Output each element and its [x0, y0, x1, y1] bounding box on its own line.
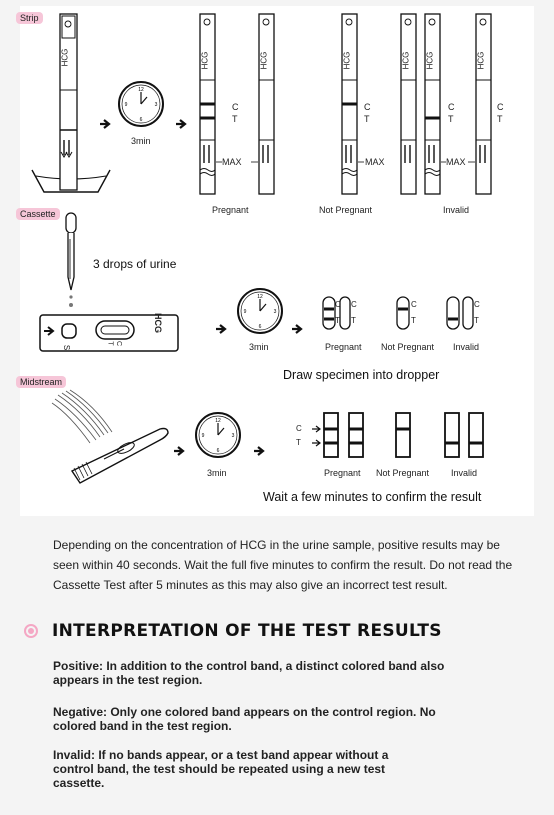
strip-result-not-pregnant: Not Pregnant [319, 205, 373, 215]
strip-max-label: MAX [365, 157, 385, 167]
interpretation-positive: Positive: In addition to the control band, a distinct colored band also appears in the test region. [53, 659, 445, 687]
midstream-c-label: C [296, 424, 302, 433]
strip-hcg-label: HCG [259, 51, 269, 70]
strip-band-t: T [448, 114, 454, 124]
cassette-hcg-label: HCG [153, 313, 163, 333]
section-tag-strip: Strip [16, 12, 43, 24]
cassette-window-c: C [351, 300, 357, 309]
strip-illustration [0, 0, 554, 215]
svg-text:9: 9 [243, 309, 247, 315]
svg-text:3: 3 [231, 433, 235, 439]
interpretation-invalid: Invalid: If no bands appear, or a test band appear without a control band, the test should be repeated using a new test cassette. [53, 748, 389, 790]
strip-timer-label: 3min [131, 136, 151, 146]
midstream-result-pregnant: Pregnant [324, 468, 361, 478]
svg-text:3: 3 [154, 102, 158, 108]
svg-text:9: 9 [124, 102, 128, 108]
cassette-c-label: C [115, 340, 123, 347]
interpretation-heading-row [24, 620, 442, 642]
strip-hcg-label: HCG [401, 51, 411, 70]
midstream-result-not-pregnant: Not Pregnant [376, 468, 430, 478]
midstream-t-label: T [296, 438, 301, 447]
svg-text:9: 9 [201, 433, 205, 439]
strip-band-c: C [232, 102, 239, 112]
cassette-window-t: T [474, 316, 479, 325]
strip-hcg-label: HCG [60, 48, 70, 67]
strip-band-c: C [448, 102, 455, 112]
strip-band-t: T [497, 114, 503, 124]
strip-band-t: T [232, 114, 238, 124]
midstream-result-invalid: Invalid [451, 468, 478, 478]
svg-text:12: 12 [138, 87, 144, 93]
cassette-window-c: C [335, 300, 341, 309]
cassette-window-c: C [474, 300, 480, 309]
circle-bullet-icon [24, 624, 38, 638]
strip-max-label: MAX [446, 157, 466, 167]
section-tag-cassette: Cassette [16, 208, 60, 220]
section-tag-midstream: Midstream [16, 376, 66, 388]
interpretation-heading: INTERPRETATION OF THE TEST RESULTS [52, 621, 442, 641]
strip-result-pregnant: Pregnant [212, 205, 249, 215]
strip-hcg-label: HCG [200, 51, 210, 70]
cassette-result-not-pregnant: Not Pregnant [381, 342, 435, 352]
midstream-timer-label: 3min [207, 468, 227, 478]
strip-hcg-label: HCG [425, 51, 435, 70]
svg-text:6: 6 [258, 324, 262, 330]
midstream-illustration [0, 385, 554, 505]
cassette-caption: Draw specimen into dropper [283, 368, 440, 382]
cassette-result-pregnant: Pregnant [325, 342, 362, 352]
midstream-caption: Wait a few minutes to confirm the result [263, 490, 482, 504]
svg-text:12: 12 [215, 418, 221, 424]
cassette-window-t: T [351, 316, 356, 325]
strip-max-label: MAX [222, 157, 242, 167]
strip-band-t: T [364, 114, 370, 124]
svg-text:12: 12 [257, 294, 263, 300]
cassette-window-t: T [335, 316, 340, 325]
cassette-window-t: T [411, 316, 416, 325]
cassette-window-c: C [411, 300, 417, 309]
cassette-t-label: T [106, 341, 114, 346]
timing-note: Depending on the concentration of HCG in the urine sample, positive results may be seen within 40 seconds. Wait the full five minutes to confirm the result. Do not read the Cassette Test after 5 minutes as this may also give an incorrect test result. [53, 538, 513, 592]
svg-text:6: 6 [139, 117, 143, 123]
cassette-timer-label: 3min [249, 342, 269, 352]
svg-text:6: 6 [216, 448, 220, 454]
strip-band-c: C [364, 102, 371, 112]
strip-hcg-label: HCG [342, 51, 352, 70]
cassette-s-label: S [62, 344, 72, 351]
strip-band-c: C [497, 102, 504, 112]
cassette-result-invalid: Invalid [453, 342, 480, 352]
strip-result-invalid: Invalid [443, 205, 470, 215]
cassette-drops-caption: 3 drops of urine [93, 257, 177, 271]
svg-text:3: 3 [273, 309, 277, 315]
interpretation-negative: Negative: Only one colored band appears on the control region. No colored band in the test region. [53, 705, 436, 733]
strip-hcg-label: HCG [476, 51, 486, 70]
